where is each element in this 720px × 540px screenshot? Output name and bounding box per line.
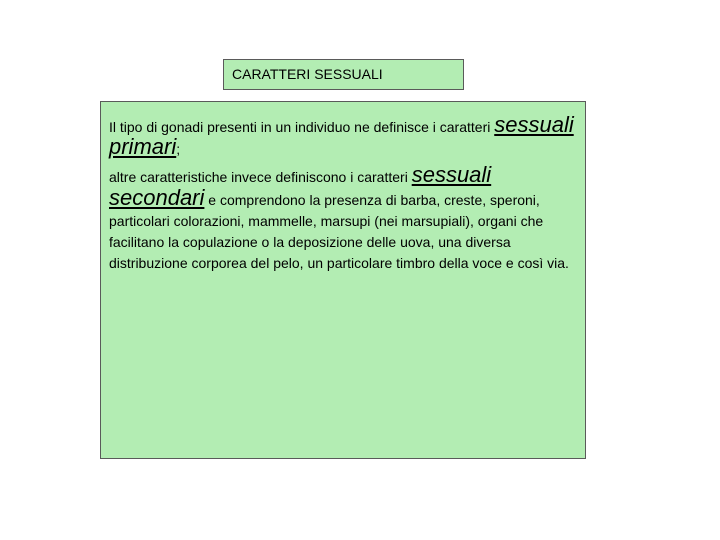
paragraph-1-text: Il tipo di gonadi presenti in un individuo ne definisce i caratteri [109,119,495,135]
term-primary-sexual-characters: sessuali primari [109,112,574,159]
paragraph-primary-characters [109,112,578,159]
paragraph-2-text: altre caratteristiche invece definiscono i caratteri [109,169,412,185]
content-box [100,101,586,459]
term-secondary-sexual-characters: sessuali secondari [109,162,492,210]
slide-title: CARATTERI SESSUALI [232,66,383,82]
paragraph-1-punctuation: ; [176,141,181,157]
paragraph-secondary-characters [109,162,578,274]
title-box [223,59,464,90]
paragraph-2-description: e comprendono la presenza di barba, creste, speroni, particolari colorazioni, mammelle, marsupi (nei marsupiali), organi che facilitano la copulazione o la deposizione delle uova, una diversa distribuzione corporea del pelo, un particolare timbro della voce e così via. [109,192,569,271]
